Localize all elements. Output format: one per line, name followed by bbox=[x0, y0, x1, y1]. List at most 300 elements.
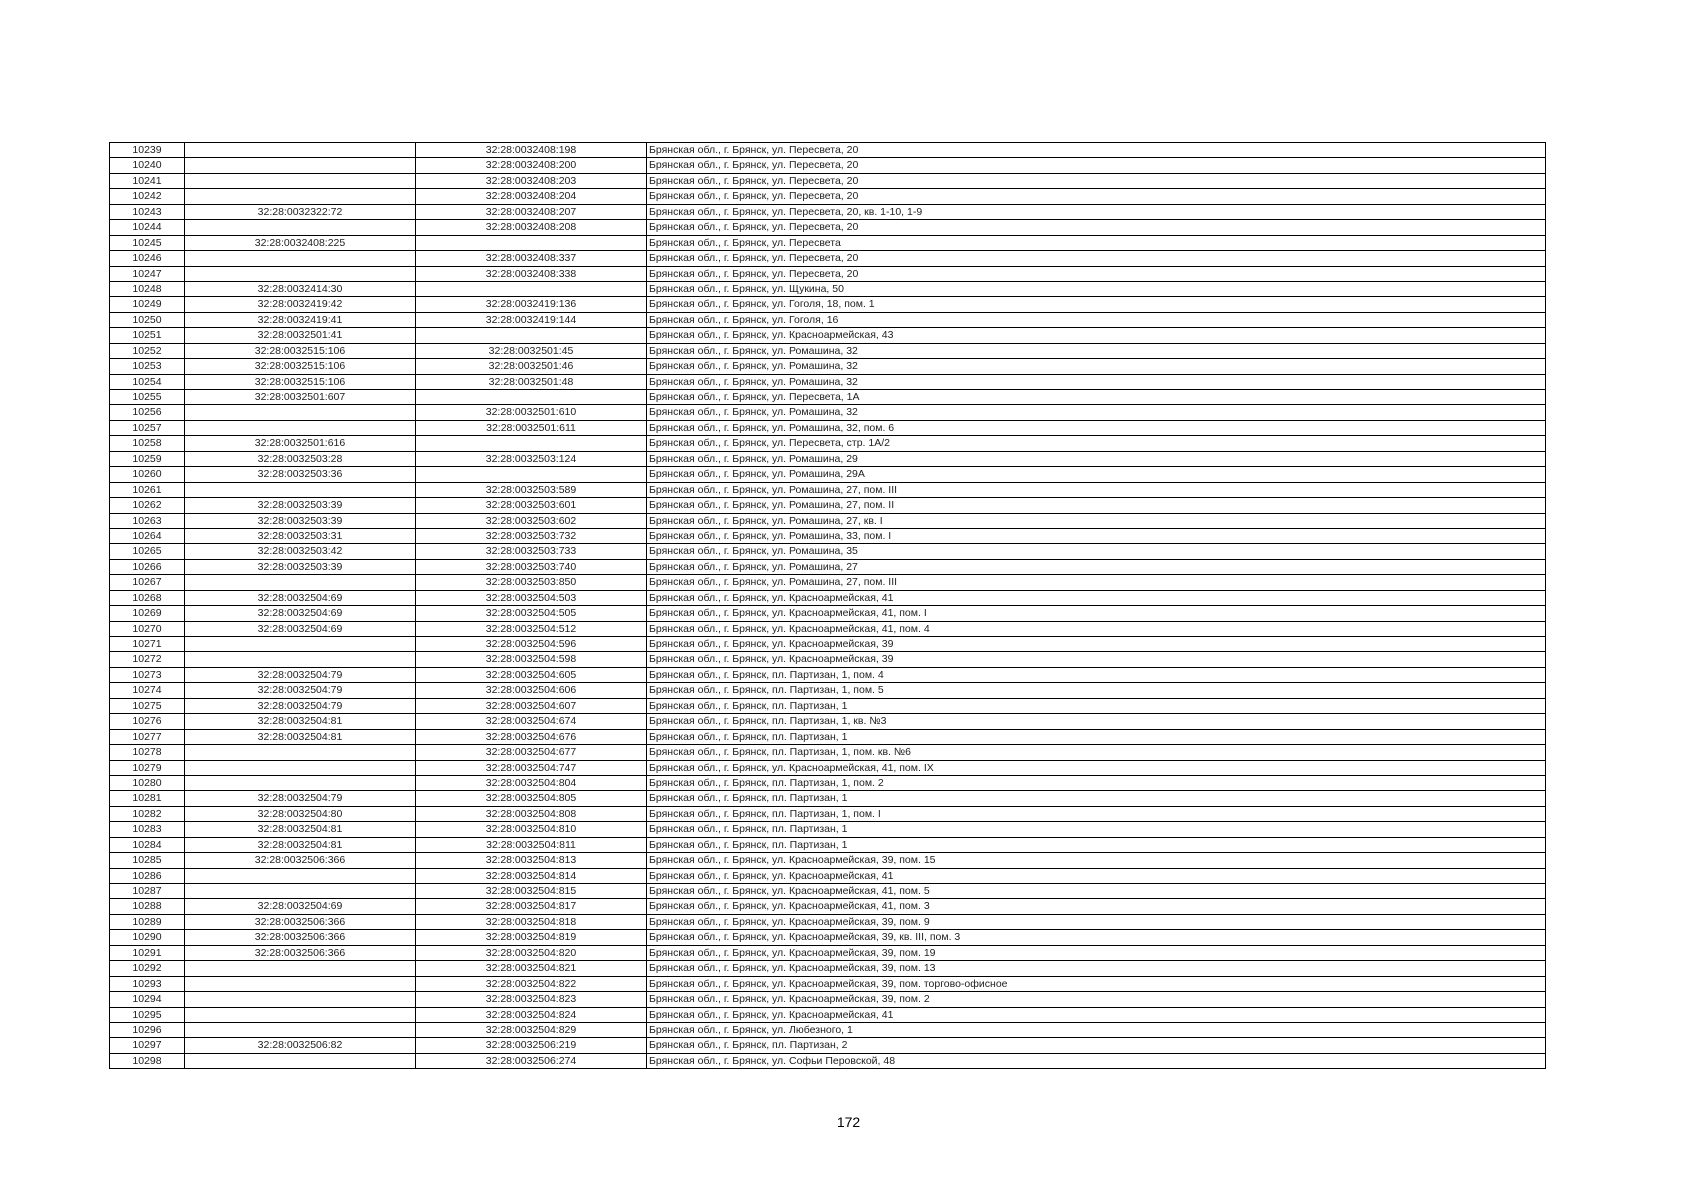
table-row bbox=[110, 312, 1546, 327]
table-row bbox=[110, 235, 1546, 250]
old-cadastral-number-cell bbox=[185, 868, 416, 883]
old-cadastral-number-cell bbox=[185, 143, 416, 158]
address-cell: Брянская обл., г. Брянск, ул. Красноармейская, 39, пом. 9 bbox=[647, 914, 1546, 929]
address-cell: Брянская обл., г. Брянск, ул. Пересвета, 20 bbox=[647, 173, 1546, 188]
row-number-cell: 10287 bbox=[110, 884, 185, 899]
table-row bbox=[110, 390, 1546, 405]
table-row bbox=[110, 528, 1546, 543]
new-cadastral-number-cell: 32:28:0032504:813 bbox=[416, 853, 647, 868]
row-number-cell: 10291 bbox=[110, 945, 185, 960]
address-cell: Брянская обл., г. Брянск, пл. Партизан, 2 bbox=[647, 1038, 1546, 1053]
old-cadastral-number-cell: 32:28:0032504:81 bbox=[185, 837, 416, 852]
address-cell: Брянская обл., г. Брянск, ул. Гоголя, 16 bbox=[647, 312, 1546, 327]
new-cadastral-number-cell: 32:28:0032504:811 bbox=[416, 837, 647, 852]
address-cell: Брянская обл., г. Брянск, ул. Красноармейская, 43 bbox=[647, 328, 1546, 343]
row-number-cell: 10276 bbox=[110, 714, 185, 729]
table-row bbox=[110, 266, 1546, 281]
address-cell: Брянская обл., г. Брянск, ул. Ромашина, 33, пом. I bbox=[647, 528, 1546, 543]
new-cadastral-number-cell bbox=[416, 328, 647, 343]
new-cadastral-number-cell: 32:28:0032504:822 bbox=[416, 976, 647, 991]
table-row bbox=[110, 791, 1546, 806]
new-cadastral-number-cell: 32:28:0032504:820 bbox=[416, 945, 647, 960]
old-cadastral-number-cell: 32:28:0032515:106 bbox=[185, 374, 416, 389]
table-row bbox=[110, 143, 1546, 158]
old-cadastral-number-cell bbox=[185, 189, 416, 204]
table-row bbox=[110, 173, 1546, 188]
row-number-cell: 10240 bbox=[110, 158, 185, 173]
new-cadastral-number-cell: 32:28:0032504:823 bbox=[416, 992, 647, 1007]
new-cadastral-number-cell: 32:28:0032506:274 bbox=[416, 1053, 647, 1068]
address-cell: Брянская обл., г. Брянск, ул. Любезного, 1 bbox=[647, 1022, 1546, 1037]
table-row bbox=[110, 281, 1546, 296]
address-cell: Брянская обл., г. Брянск, пл. Партизан, 1, кв. №3 bbox=[647, 714, 1546, 729]
address-cell: Брянская обл., г. Брянск, ул. Красноармейская, 41, пом. IX bbox=[647, 760, 1546, 775]
address-cell: Брянская обл., г. Брянск, ул. Пересвета, 20 bbox=[647, 158, 1546, 173]
row-number-cell: 10294 bbox=[110, 992, 185, 1007]
address-cell: Брянская обл., г. Брянск, ул. Пересвета, стр. 1А/2 bbox=[647, 436, 1546, 451]
row-number-cell: 10275 bbox=[110, 698, 185, 713]
table-row bbox=[110, 575, 1546, 590]
row-number-cell: 10251 bbox=[110, 328, 185, 343]
new-cadastral-number-cell: 32:28:0032503:602 bbox=[416, 513, 647, 528]
address-cell: Брянская обл., г. Брянск, ул. Пересвета, 1А bbox=[647, 390, 1546, 405]
row-number-cell: 10248 bbox=[110, 281, 185, 296]
table-row bbox=[110, 220, 1546, 235]
row-number-cell: 10243 bbox=[110, 204, 185, 219]
new-cadastral-number-cell: 32:28:0032504:804 bbox=[416, 775, 647, 790]
old-cadastral-number-cell: 32:28:0032506:366 bbox=[185, 930, 416, 945]
old-cadastral-number-cell: 32:28:0032506:366 bbox=[185, 853, 416, 868]
new-cadastral-number-cell bbox=[416, 390, 647, 405]
address-cell: Брянская обл., г. Брянск, ул. Пересвета, 20 bbox=[647, 220, 1546, 235]
address-cell: Брянская обл., г. Брянск, ул. Красноармейская, 39, пом. 2 bbox=[647, 992, 1546, 1007]
old-cadastral-number-cell: 32:28:0032504:69 bbox=[185, 899, 416, 914]
row-number-cell: 10263 bbox=[110, 513, 185, 528]
row-number-cell: 10278 bbox=[110, 745, 185, 760]
old-cadastral-number-cell: 32:28:0032504:80 bbox=[185, 806, 416, 821]
row-number-cell: 10246 bbox=[110, 251, 185, 266]
old-cadastral-number-cell bbox=[185, 637, 416, 652]
new-cadastral-number-cell: 32:28:0032408:203 bbox=[416, 173, 647, 188]
table-row bbox=[110, 714, 1546, 729]
row-number-cell: 10258 bbox=[110, 436, 185, 451]
table-row bbox=[110, 868, 1546, 883]
new-cadastral-number-cell: 32:28:0032408:207 bbox=[416, 204, 647, 219]
old-cadastral-number-cell: 32:28:0032504:69 bbox=[185, 606, 416, 621]
row-number-cell: 10252 bbox=[110, 343, 185, 358]
new-cadastral-number-cell: 32:28:0032504:747 bbox=[416, 760, 647, 775]
row-number-cell: 10239 bbox=[110, 143, 185, 158]
table-row bbox=[110, 637, 1546, 652]
address-cell: Брянская обл., г. Брянск, пл. Партизан, 1, пом. 2 bbox=[647, 775, 1546, 790]
new-cadastral-number-cell: 32:28:0032504:814 bbox=[416, 868, 647, 883]
table-row bbox=[110, 698, 1546, 713]
row-number-cell: 10260 bbox=[110, 467, 185, 482]
old-cadastral-number-cell: 32:28:0032503:39 bbox=[185, 559, 416, 574]
new-cadastral-number-cell: 32:28:0032504:606 bbox=[416, 683, 647, 698]
old-cadastral-number-cell bbox=[185, 220, 416, 235]
new-cadastral-number-cell: 32:28:0032419:136 bbox=[416, 297, 647, 312]
new-cadastral-number-cell bbox=[416, 436, 647, 451]
table-row bbox=[110, 775, 1546, 790]
address-cell: Брянская обл., г. Брянск, ул. Красноармейская, 41 bbox=[647, 1007, 1546, 1022]
address-cell: Брянская обл., г. Брянск, ул. Красноармейская, 41, пом. I bbox=[647, 606, 1546, 621]
page-number: 172 bbox=[836, 1114, 861, 1130]
old-cadastral-number-cell bbox=[185, 760, 416, 775]
table-row bbox=[110, 729, 1546, 744]
address-cell: Брянская обл., г. Брянск, ул. Красноармейская, 41, пом. 4 bbox=[647, 621, 1546, 636]
address-cell: Брянская обл., г. Брянск, ул. Пересвета, 20 bbox=[647, 266, 1546, 281]
old-cadastral-number-cell bbox=[185, 745, 416, 760]
table-row bbox=[110, 405, 1546, 420]
row-number-cell: 10261 bbox=[110, 482, 185, 497]
table-row bbox=[110, 436, 1546, 451]
row-number-cell: 10256 bbox=[110, 405, 185, 420]
old-cadastral-number-cell: 32:28:0032504:81 bbox=[185, 729, 416, 744]
row-number-cell: 10244 bbox=[110, 220, 185, 235]
new-cadastral-number-cell: 32:28:0032504:676 bbox=[416, 729, 647, 744]
address-cell: Брянская обл., г. Брянск, ул. Ромашина, 27, пом. II bbox=[647, 498, 1546, 513]
new-cadastral-number-cell: 32:28:0032503:732 bbox=[416, 528, 647, 543]
address-cell: Брянская обл., г. Брянск, пл. Партизан, 1, пом. 4 bbox=[647, 667, 1546, 682]
address-cell: Брянская обл., г. Брянск, ул. Ромашина, 27 bbox=[647, 559, 1546, 574]
old-cadastral-number-cell bbox=[185, 976, 416, 991]
new-cadastral-number-cell bbox=[416, 281, 647, 296]
new-cadastral-number-cell: 32:28:0032504:512 bbox=[416, 621, 647, 636]
table-row bbox=[110, 374, 1546, 389]
address-cell: Брянская обл., г. Брянск, пл. Партизан, 1 bbox=[647, 729, 1546, 744]
new-cadastral-number-cell: 32:28:0032504:819 bbox=[416, 930, 647, 945]
table-row bbox=[110, 606, 1546, 621]
old-cadastral-number-cell: 32:28:0032506:366 bbox=[185, 914, 416, 929]
old-cadastral-number-cell: 32:28:0032503:31 bbox=[185, 528, 416, 543]
address-cell: Брянская обл., г. Брянск, ул. Ромашина, 27, кв. I bbox=[647, 513, 1546, 528]
table-row bbox=[110, 1038, 1546, 1053]
table-row bbox=[110, 482, 1546, 497]
table-row bbox=[110, 930, 1546, 945]
row-number-cell: 10267 bbox=[110, 575, 185, 590]
table-row bbox=[110, 359, 1546, 374]
old-cadastral-number-cell bbox=[185, 884, 416, 899]
old-cadastral-number-cell bbox=[185, 482, 416, 497]
new-cadastral-number-cell: 32:28:0032504:815 bbox=[416, 884, 647, 899]
row-number-cell: 10253 bbox=[110, 359, 185, 374]
new-cadastral-number-cell: 32:28:0032408:198 bbox=[416, 143, 647, 158]
address-cell: Брянская обл., г. Брянск, ул. Ромашина, 27, пом. III bbox=[647, 482, 1546, 497]
table-row bbox=[110, 297, 1546, 312]
row-number-cell: 10282 bbox=[110, 806, 185, 821]
old-cadastral-number-cell: 32:28:0032504:69 bbox=[185, 621, 416, 636]
new-cadastral-number-cell: 32:28:0032504:503 bbox=[416, 590, 647, 605]
table-row bbox=[110, 667, 1546, 682]
address-cell: Брянская обл., г. Брянск, ул. Ромашина, 32 bbox=[647, 374, 1546, 389]
address-cell: Брянская обл., г. Брянск, ул. Красноармейская, 39, пом. 19 bbox=[647, 945, 1546, 960]
row-number-cell: 10297 bbox=[110, 1038, 185, 1053]
old-cadastral-number-cell: 32:28:0032506:366 bbox=[185, 945, 416, 960]
table-row bbox=[110, 760, 1546, 775]
old-cadastral-number-cell: 32:28:0032504:79 bbox=[185, 667, 416, 682]
row-number-cell: 10272 bbox=[110, 652, 185, 667]
address-cell: Брянская обл., г. Брянск, ул. Ромашина, 32 bbox=[647, 359, 1546, 374]
new-cadastral-number-cell bbox=[416, 467, 647, 482]
row-number-cell: 10273 bbox=[110, 667, 185, 682]
new-cadastral-number-cell: 32:28:0032408:208 bbox=[416, 220, 647, 235]
row-number-cell: 10269 bbox=[110, 606, 185, 621]
row-number-cell: 10293 bbox=[110, 976, 185, 991]
new-cadastral-number-cell: 32:28:0032419:144 bbox=[416, 312, 647, 327]
table-row bbox=[110, 559, 1546, 574]
old-cadastral-number-cell: 32:28:0032414:30 bbox=[185, 281, 416, 296]
table-row bbox=[110, 204, 1546, 219]
row-number-cell: 10264 bbox=[110, 528, 185, 543]
old-cadastral-number-cell bbox=[185, 420, 416, 435]
old-cadastral-number-cell: 32:28:0032504:79 bbox=[185, 698, 416, 713]
address-cell: Брянская обл., г. Брянск, пл. Партизан, 1, пом. I bbox=[647, 806, 1546, 821]
old-cadastral-number-cell: 32:28:0032504:81 bbox=[185, 714, 416, 729]
old-cadastral-number-cell: 32:28:0032501:607 bbox=[185, 390, 416, 405]
old-cadastral-number-cell bbox=[185, 405, 416, 420]
old-cadastral-number-cell bbox=[185, 575, 416, 590]
new-cadastral-number-cell: 32:28:0032408:204 bbox=[416, 189, 647, 204]
new-cadastral-number-cell: 32:28:0032504:598 bbox=[416, 652, 647, 667]
new-cadastral-number-cell: 32:28:0032501:48 bbox=[416, 374, 647, 389]
row-number-cell: 10277 bbox=[110, 729, 185, 744]
table-row bbox=[110, 822, 1546, 837]
new-cadastral-number-cell: 32:28:0032504:810 bbox=[416, 822, 647, 837]
address-cell: Брянская обл., г. Брянск, ул. Красноармейская, 41 bbox=[647, 868, 1546, 883]
old-cadastral-number-cell bbox=[185, 266, 416, 281]
old-cadastral-number-cell: 32:28:0032419:41 bbox=[185, 312, 416, 327]
new-cadastral-number-cell: 32:28:0032408:338 bbox=[416, 266, 647, 281]
row-number-cell: 10298 bbox=[110, 1053, 185, 1068]
old-cadastral-number-cell: 32:28:0032322:72 bbox=[185, 204, 416, 219]
table-row bbox=[110, 544, 1546, 559]
address-cell: Брянская обл., г. Брянск, ул. Гоголя, 18, пом. 1 bbox=[647, 297, 1546, 312]
row-number-cell: 10288 bbox=[110, 899, 185, 914]
old-cadastral-number-cell bbox=[185, 1007, 416, 1022]
row-number-cell: 10262 bbox=[110, 498, 185, 513]
old-cadastral-number-cell bbox=[185, 775, 416, 790]
new-cadastral-number-cell: 32:28:0032504:808 bbox=[416, 806, 647, 821]
table-row bbox=[110, 328, 1546, 343]
address-cell: Брянская обл., г. Брянск, пл. Партизан, 1, пом. кв. №6 bbox=[647, 745, 1546, 760]
table-row bbox=[110, 961, 1546, 976]
address-cell: Брянская обл., г. Брянск, ул. Красноармейская, 39 bbox=[647, 637, 1546, 652]
new-cadastral-number-cell: 32:28:0032501:610 bbox=[416, 405, 647, 420]
old-cadastral-number-cell: 32:28:0032504:79 bbox=[185, 683, 416, 698]
old-cadastral-number-cell bbox=[185, 992, 416, 1007]
row-number-cell: 10296 bbox=[110, 1022, 185, 1037]
row-number-cell: 10271 bbox=[110, 637, 185, 652]
table-row bbox=[110, 652, 1546, 667]
table-row bbox=[110, 1007, 1546, 1022]
old-cadastral-number-cell bbox=[185, 173, 416, 188]
table-row bbox=[110, 683, 1546, 698]
table-row bbox=[110, 853, 1546, 868]
old-cadastral-number-cell: 32:28:0032419:42 bbox=[185, 297, 416, 312]
address-cell: Брянская обл., г. Брянск, ул. Красноармейская, 39, кв. III, пом. 3 bbox=[647, 930, 1546, 945]
old-cadastral-number-cell: 32:28:0032515:106 bbox=[185, 359, 416, 374]
table-row bbox=[110, 590, 1546, 605]
row-number-cell: 10265 bbox=[110, 544, 185, 559]
new-cadastral-number-cell: 32:28:0032504:674 bbox=[416, 714, 647, 729]
row-number-cell: 10289 bbox=[110, 914, 185, 929]
address-cell: Брянская обл., г. Брянск, ул. Софьи Перовской, 48 bbox=[647, 1053, 1546, 1068]
old-cadastral-number-cell: 32:28:0032506:82 bbox=[185, 1038, 416, 1053]
table-row bbox=[110, 498, 1546, 513]
old-cadastral-number-cell bbox=[185, 1022, 416, 1037]
row-number-cell: 10283 bbox=[110, 822, 185, 837]
table-row bbox=[110, 251, 1546, 266]
new-cadastral-number-cell bbox=[416, 235, 647, 250]
table-row bbox=[110, 621, 1546, 636]
address-cell: Брянская обл., г. Брянск, ул. Ромашина, 32 bbox=[647, 405, 1546, 420]
row-number-cell: 10274 bbox=[110, 683, 185, 698]
new-cadastral-number-cell: 32:28:0032504:821 bbox=[416, 961, 647, 976]
new-cadastral-number-cell: 32:28:0032503:850 bbox=[416, 575, 647, 590]
old-cadastral-number-cell bbox=[185, 652, 416, 667]
row-number-cell: 10292 bbox=[110, 961, 185, 976]
address-cell: Брянская обл., г. Брянск, пл. Партизан, 1 bbox=[647, 822, 1546, 837]
old-cadastral-number-cell: 32:28:0032503:42 bbox=[185, 544, 416, 559]
new-cadastral-number-cell: 32:28:0032501:611 bbox=[416, 420, 647, 435]
old-cadastral-number-cell: 32:28:0032503:28 bbox=[185, 451, 416, 466]
old-cadastral-number-cell: 32:28:0032503:39 bbox=[185, 498, 416, 513]
address-cell: Брянская обл., г. Брянск, ул. Щукина, 50 bbox=[647, 281, 1546, 296]
old-cadastral-number-cell: 32:28:0032504:81 bbox=[185, 822, 416, 837]
table-row bbox=[110, 513, 1546, 528]
table-row bbox=[110, 837, 1546, 852]
address-cell: Брянская обл., г. Брянск, ул. Красноармейская, 39, пом. торгово-офисное bbox=[647, 976, 1546, 991]
new-cadastral-number-cell: 32:28:0032501:46 bbox=[416, 359, 647, 374]
row-number-cell: 10281 bbox=[110, 791, 185, 806]
cadastral-table-body bbox=[110, 143, 1546, 1069]
row-number-cell: 10250 bbox=[110, 312, 185, 327]
address-cell: Брянская обл., г. Брянск, ул. Красноармейская, 41 bbox=[647, 590, 1546, 605]
address-cell: Брянская обл., г. Брянск, пл. Партизан, 1 bbox=[647, 791, 1546, 806]
new-cadastral-number-cell: 32:28:0032506:219 bbox=[416, 1038, 647, 1053]
address-cell: Брянская обл., г. Брянск, ул. Ромашина, 35 bbox=[647, 544, 1546, 559]
address-cell: Брянская обл., г. Брянск, ул. Пересвета, 20 bbox=[647, 189, 1546, 204]
address-cell: Брянская обл., г. Брянск, ул. Пересвета, 20 bbox=[647, 251, 1546, 266]
address-cell: Брянская обл., г. Брянск, ул. Красноармейская, 39, пом. 13 bbox=[647, 961, 1546, 976]
new-cadastral-number-cell: 32:28:0032408:337 bbox=[416, 251, 647, 266]
old-cadastral-number-cell: 32:28:0032515:106 bbox=[185, 343, 416, 358]
table-row bbox=[110, 467, 1546, 482]
new-cadastral-number-cell: 32:28:0032504:818 bbox=[416, 914, 647, 929]
new-cadastral-number-cell: 32:28:0032503:740 bbox=[416, 559, 647, 574]
table-row bbox=[110, 914, 1546, 929]
row-number-cell: 10279 bbox=[110, 760, 185, 775]
table-row bbox=[110, 945, 1546, 960]
row-number-cell: 10254 bbox=[110, 374, 185, 389]
new-cadastral-number-cell: 32:28:0032503:589 bbox=[416, 482, 647, 497]
table-row bbox=[110, 1022, 1546, 1037]
address-cell: Брянская обл., г. Брянск, ул. Ромашина, 29 bbox=[647, 451, 1546, 466]
old-cadastral-number-cell bbox=[185, 1053, 416, 1068]
new-cadastral-number-cell: 32:28:0032503:601 bbox=[416, 498, 647, 513]
address-cell: Брянская обл., г. Брянск, ул. Ромашина, 27, пом. III bbox=[647, 575, 1546, 590]
new-cadastral-number-cell: 32:28:0032504:677 bbox=[416, 745, 647, 760]
row-number-cell: 10259 bbox=[110, 451, 185, 466]
row-number-cell: 10247 bbox=[110, 266, 185, 281]
row-number-cell: 10266 bbox=[110, 559, 185, 574]
row-number-cell: 10270 bbox=[110, 621, 185, 636]
row-number-cell: 10280 bbox=[110, 775, 185, 790]
new-cadastral-number-cell: 32:28:0032408:200 bbox=[416, 158, 647, 173]
address-cell: Брянская обл., г. Брянск, пл. Партизан, 1 bbox=[647, 698, 1546, 713]
new-cadastral-number-cell: 32:28:0032504:605 bbox=[416, 667, 647, 682]
row-number-cell: 10249 bbox=[110, 297, 185, 312]
row-number-cell: 10268 bbox=[110, 590, 185, 605]
new-cadastral-number-cell: 32:28:0032504:805 bbox=[416, 791, 647, 806]
old-cadastral-number-cell bbox=[185, 961, 416, 976]
address-cell: Брянская обл., г. Брянск, ул. Пересвета, 20 bbox=[647, 143, 1546, 158]
address-cell: Брянская обл., г. Брянск, ул. Красноармейская, 41, пом. 5 bbox=[647, 884, 1546, 899]
new-cadastral-number-cell: 32:28:0032503:124 bbox=[416, 451, 647, 466]
row-number-cell: 10290 bbox=[110, 930, 185, 945]
table-row bbox=[110, 884, 1546, 899]
table-row bbox=[110, 158, 1546, 173]
old-cadastral-number-cell bbox=[185, 251, 416, 266]
old-cadastral-number-cell: 32:28:0032504:79 bbox=[185, 791, 416, 806]
table-row bbox=[110, 899, 1546, 914]
table-row bbox=[110, 189, 1546, 204]
new-cadastral-number-cell: 32:28:0032504:817 bbox=[416, 899, 647, 914]
old-cadastral-number-cell: 32:28:0032504:69 bbox=[185, 590, 416, 605]
address-cell: Брянская обл., г. Брянск, ул. Красноармейская, 41, пом. 3 bbox=[647, 899, 1546, 914]
old-cadastral-number-cell: 32:28:0032503:39 bbox=[185, 513, 416, 528]
table-row bbox=[110, 451, 1546, 466]
address-cell: Брянская обл., г. Брянск, ул. Пересвета bbox=[647, 235, 1546, 250]
table-row bbox=[110, 745, 1546, 760]
row-number-cell: 10242 bbox=[110, 189, 185, 204]
row-number-cell: 10257 bbox=[110, 420, 185, 435]
old-cadastral-number-cell: 32:28:0032501:41 bbox=[185, 328, 416, 343]
old-cadastral-number-cell bbox=[185, 158, 416, 173]
table-row bbox=[110, 976, 1546, 991]
new-cadastral-number-cell: 32:28:0032503:733 bbox=[416, 544, 647, 559]
address-cell: Брянская обл., г. Брянск, ул. Красноармейская, 39 bbox=[647, 652, 1546, 667]
address-cell: Брянская обл., г. Брянск, ул. Ромашина, 32 bbox=[647, 343, 1546, 358]
row-number-cell: 10286 bbox=[110, 868, 185, 883]
table-row bbox=[110, 992, 1546, 1007]
old-cadastral-number-cell: 32:28:0032408:225 bbox=[185, 235, 416, 250]
new-cadastral-number-cell: 32:28:0032501:45 bbox=[416, 343, 647, 358]
old-cadastral-number-cell: 32:28:0032501:616 bbox=[185, 436, 416, 451]
row-number-cell: 10245 bbox=[110, 235, 185, 250]
row-number-cell: 10255 bbox=[110, 390, 185, 405]
address-cell: Брянская обл., г. Брянск, ул. Пересвета, 20, кв. 1-10, 1-9 bbox=[647, 204, 1546, 219]
cadastral-table bbox=[109, 142, 1546, 1069]
table-row bbox=[110, 1053, 1546, 1068]
table-row bbox=[110, 420, 1546, 435]
old-cadastral-number-cell: 32:28:0032503:36 bbox=[185, 467, 416, 482]
new-cadastral-number-cell: 32:28:0032504:829 bbox=[416, 1022, 647, 1037]
address-cell: Брянская обл., г. Брянск, пл. Партизан, 1 bbox=[647, 837, 1546, 852]
table-row bbox=[110, 806, 1546, 821]
row-number-cell: 10295 bbox=[110, 1007, 185, 1022]
address-cell: Брянская обл., г. Брянск, ул. Красноармейская, 39, пом. 15 bbox=[647, 853, 1546, 868]
row-number-cell: 10241 bbox=[110, 173, 185, 188]
new-cadastral-number-cell: 32:28:0032504:596 bbox=[416, 637, 647, 652]
address-cell: Брянская обл., г. Брянск, пл. Партизан, 1, пом. 5 bbox=[647, 683, 1546, 698]
new-cadastral-number-cell: 32:28:0032504:824 bbox=[416, 1007, 647, 1022]
address-cell: Брянская обл., г. Брянск, ул. Ромашина, 32, пом. 6 bbox=[647, 420, 1546, 435]
address-cell: Брянская обл., г. Брянск, ул. Ромашина, 29А bbox=[647, 467, 1546, 482]
new-cadastral-number-cell: 32:28:0032504:607 bbox=[416, 698, 647, 713]
new-cadastral-number-cell: 32:28:0032504:505 bbox=[416, 606, 647, 621]
